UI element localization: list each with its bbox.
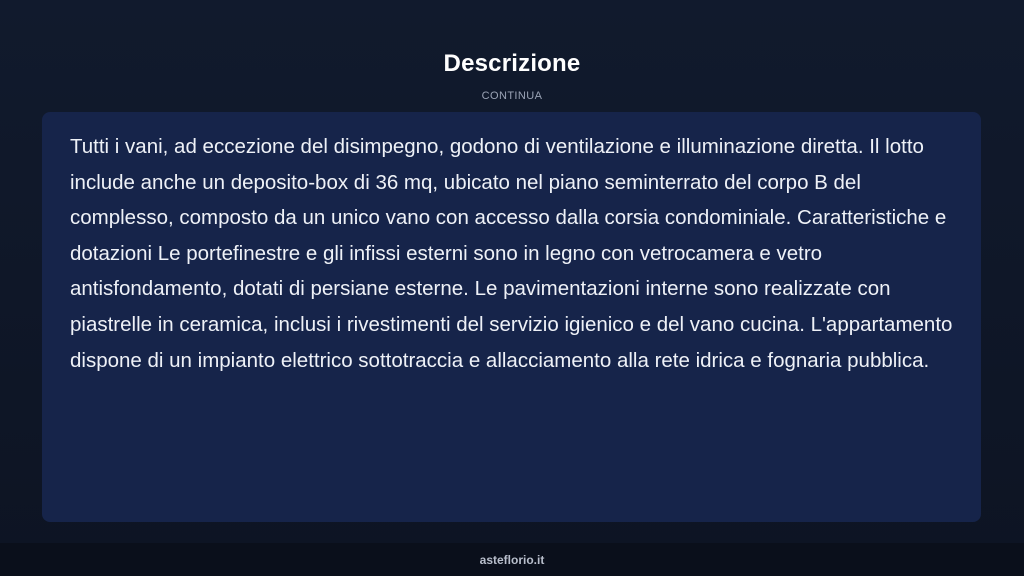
- description-card: [42, 112, 981, 522]
- page-title: Descrizione: [443, 50, 581, 77]
- footer-bar: [0, 543, 1024, 576]
- continue-label: CONTINUA: [481, 90, 543, 102]
- slide-header: [0, 48, 1024, 103]
- footer-site-name: asteflorio.it: [479, 553, 545, 567]
- description-text: Tutti i vani, ad eccezione del disimpegno, godono di ventilazione e illuminazione diretta. Il lotto include anche un deposito-box di 36 mq, ubicato nel piano seminterrato del corpo B del complesso, composto da un unico vano con accesso dalla corsia condominiale. Caratteristiche e dotazioni Le portefinestre e gli infissi esterni sono in legno con vetrocamera e vetro antisfondamento, dotati di persiane esterne. Le pavimentazioni interne sono realizzate con piastrelle in ceramica, inclusi i rivestimenti del servizio igienico e del vano cucina. L'appartamento dispone di un impianto elettrico sottotraccia e allacciamento alla rete idrica e fognaria pubblica.: [70, 135, 953, 372]
